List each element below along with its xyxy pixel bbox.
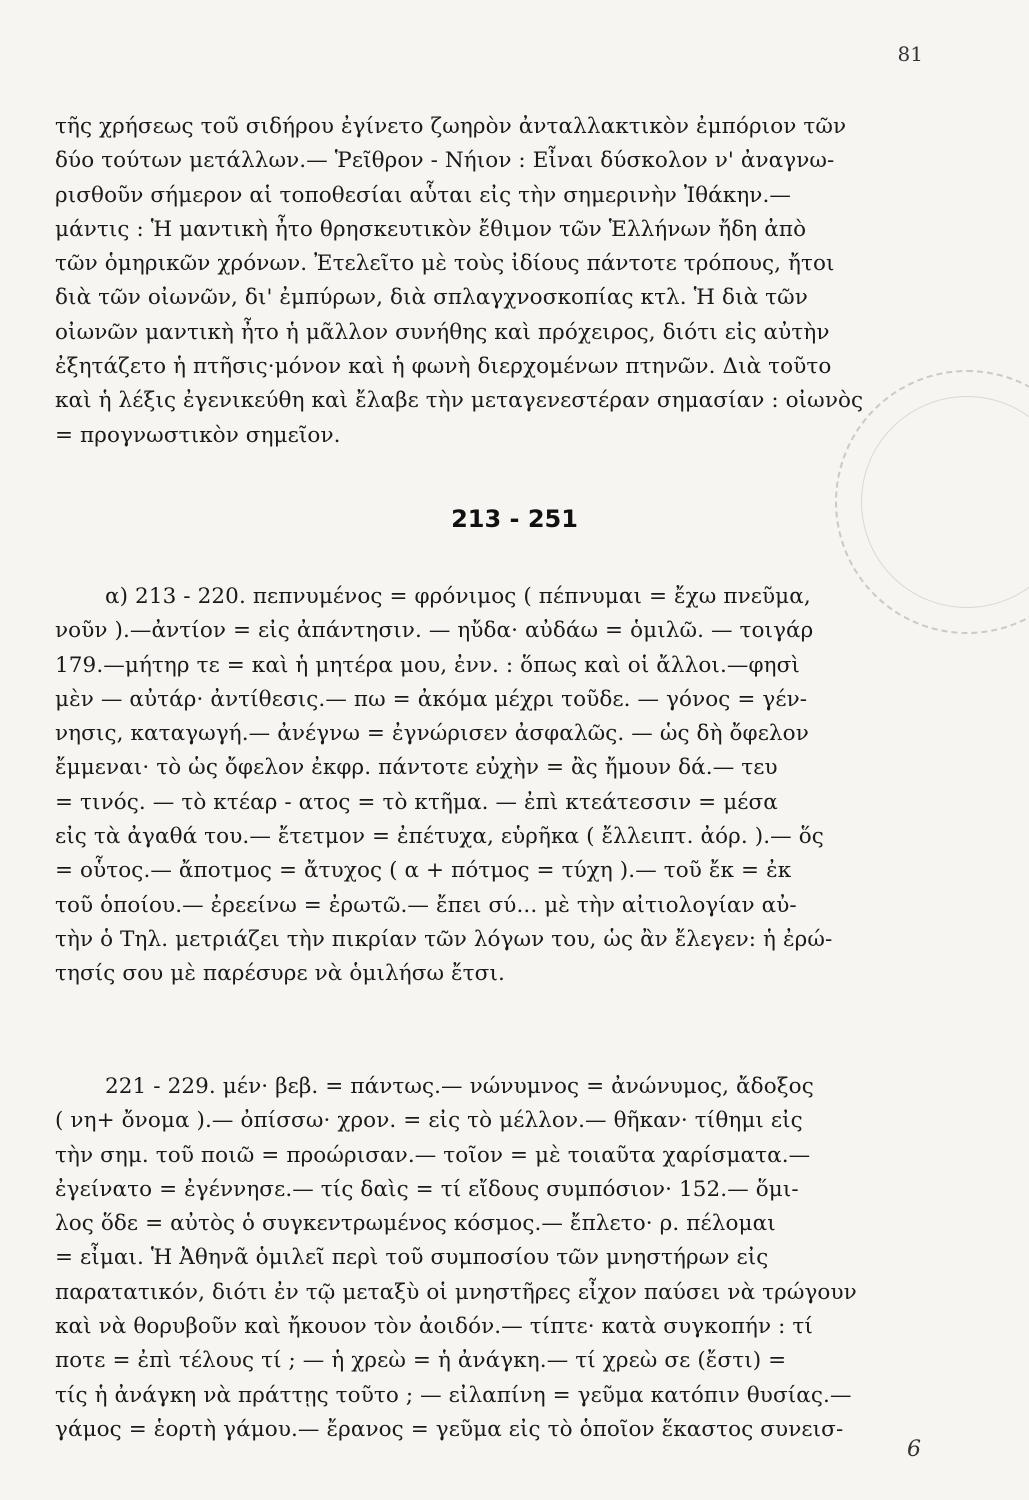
text-line: τὴν σημ. τοῦ ποιῶ = προώρισαν.— τοῖον = μὲ τοιαῦτα χαρίσματα.— <box>55 1142 811 1168</box>
text-line: εἰς τὰ ἀγαθά του.— ἔτετμον = ἐπέτυχα, εὑρῆκα ( ἔλλειπτ. ἀόρ. ).— ὅς <box>55 824 824 850</box>
text-line: λος ὅδε = αὐτὸς ὁ συγκεντρωμένος κόσμος.— ἔπλετο· ρ. πέλομαι <box>55 1211 776 1237</box>
text-line: = οὗτος.— ἄποτμος = ἄτυχος ( α + πότμος = τύχη ).— τοῦ ἔκ = ἐκ <box>55 858 792 884</box>
text-line: παρατατικόν, διότι ἐν τῷ μεταξὺ οἱ μνηστῆρες εἶχον παύσει νὰ τρώγουν <box>55 1279 857 1305</box>
commentary-paragraph-213-220 <box>55 580 923 992</box>
text-line: μάντις : Ἡ μαντικὴ ἦτο θρησκευτικὸν ἔθιμον τῶν Ἑλλήνων ἤδη ἀπὸ <box>55 216 807 242</box>
text-line: τοῦ ὁποίου.— ἐρεείνω = ἐρωτῶ.— ἔπει σύ... μὲ τὴν αἰτιολογίαν αὐ- <box>55 892 797 918</box>
commentary-paragraph-221-229 <box>55 1070 923 1447</box>
text-line: δύο τούτων μετάλλων.— Ῥεῖθρον - Νήιον : Εἶναι δύσκολον ν' ἀναγνω- <box>55 148 835 174</box>
page-number: 81 <box>897 42 923 66</box>
text-line: = εἶμαι. Ἡ Ἀθηνᾶ ὁμιλεῖ περὶ τοῦ συμποσίου τῶν μνηστήρων εἰς <box>55 1245 769 1271</box>
text-line: τῆς χρήσεως τοῦ σιδήρου ἐγίνετο ζωηρὸν ἀνταλλακτικὸν ἐμπόριον τῶν <box>55 114 847 139</box>
text-line: οἰωνῶν μαντικὴ ἦτο ἡ μᾶλλον συνήθης καὶ πρόχειρος, διότι εἰς αὐτὴν <box>55 319 830 345</box>
text-line: τίς ἡ ἀνάγκη νὰ πράττῃς τοῦτο ; — εἰλαπίνη = γεῦμα κατόπιν θυσίας.— <box>55 1382 852 1408</box>
text-line: ἐγείνατο = ἐγέννησε.— τίς δαὶς = τί εἴδους συμπόσιον· 152.— ὅμι- <box>55 1176 799 1202</box>
text-line: καὶ ἡ λέξις ἐγενικεύθη καὶ ἔλαβε τὴν μεταγενεστέραν σημασίαν : οἰωνὸς <box>55 388 864 414</box>
text-line: μὲν — αὐτάρ· ἀντίθεσις.— πω = ἀκόμα μέχρι τοῦδε. — γόνος = γέν- <box>55 686 808 712</box>
text-line: γάμος = ἑορτὴ γάμου.— ἔρανος = γεῦμα εἰς τὸ ὁποῖον ἕκαστος συνεισ- <box>55 1416 844 1442</box>
section-heading: 213 - 251 <box>451 505 578 533</box>
intro-paragraph <box>55 110 923 453</box>
text-line: α) 213 - 220. πεπνυμένος = φρόνιμος ( πέπνυμαι = ἔχω πνεῦμα, <box>105 584 811 609</box>
printer-signature-mark: 6 <box>907 1437 921 1462</box>
text-line: ( νη+ ὄνομα ).— ὀπίσσω· χρον. = εἰς τὸ μέλλον.— θῆκαν· τίθημι εἰς <box>55 1108 803 1134</box>
text-line: νησις, καταγωγή.— ἀνέγνω = ἐγνώρισεν ἀσφαλῶς. — ὡς δὴ ὄφελον <box>55 721 809 747</box>
text-line: ποτε = ἐπὶ τέλους τί ; — ἡ χρεὼ = ἡ ἀνάγκη.— τί χρεὼ σε (ἔστι) = <box>55 1348 787 1374</box>
text-line: ἐξητάζετο ἡ πτῆσις·μόνον καὶ ἡ φωνὴ διερχομένων πτηνῶν. Διὰ τοῦτο <box>55 354 832 380</box>
text-line: = προγνωστικὸν σημεῖον. <box>55 422 341 448</box>
text-line: νοῦν ).—ἀντίον = εἰς ἀπάντησιν. — ηὔδα· αὐδάω = ὁμιλῶ. — τοιγάρ <box>55 618 814 644</box>
text-line: ἔμμεναι· τὸ ὡς ὄφελον ἐκφρ. πάντοτε εὐχὴν = ἂς ἤμουν δά.— τευ <box>55 755 778 781</box>
text-line: ρισθοῦν σήμερον αἱ τοποθεσίαι αὗται εἰς τὴν σημερινὴν Ἰθάκην.— <box>55 182 792 208</box>
text-line: διὰ τῶν οἰωνῶν, δι' ἐμπύρων, διὰ σπλαγχνοσκοπίας κτλ. Ἡ διὰ τῶν <box>55 285 808 311</box>
text-line: καὶ νὰ θορυβοῦν καὶ ἤκουον τὸν ἀοιδόν.— τίπτε· κατὰ συγκοπήν : τί <box>55 1314 813 1340</box>
text-line: 179.—μήτηρ τε = καὶ ἡ μητέρα μου, ἐνν. : ὅπως καὶ οἱ ἄλλοι.—φησὶ <box>55 652 800 678</box>
text-line: 221 - 229. μέν· βεβ. = πάντως.— νώνυμνος = ἀνώνυμος, ἄδοξος <box>105 1074 814 1099</box>
text-line: = τινός. — τὸ κτέαρ - ατος = τὸ κτῆμα. — ἐπὶ κτεάτεσσιν = μέσα <box>55 789 778 815</box>
text-line: τὴν ὁ Τηλ. μετριάζει τὴν πικρίαν τῶν λόγων του, ὡς ἂν ἔλεγεν: ἡ ἐρώ- <box>55 926 833 952</box>
text-line: τησίς σου μὲ παρέσυρε νὰ ὁμιλήσω ἔτσι. <box>55 961 505 987</box>
text-line: τῶν ὁμηρικῶν χρόνων. Ἐτελεῖτο μὲ τοὺς ἰδίους πάντοτε τρόπους, ἤτοι <box>55 251 835 277</box>
